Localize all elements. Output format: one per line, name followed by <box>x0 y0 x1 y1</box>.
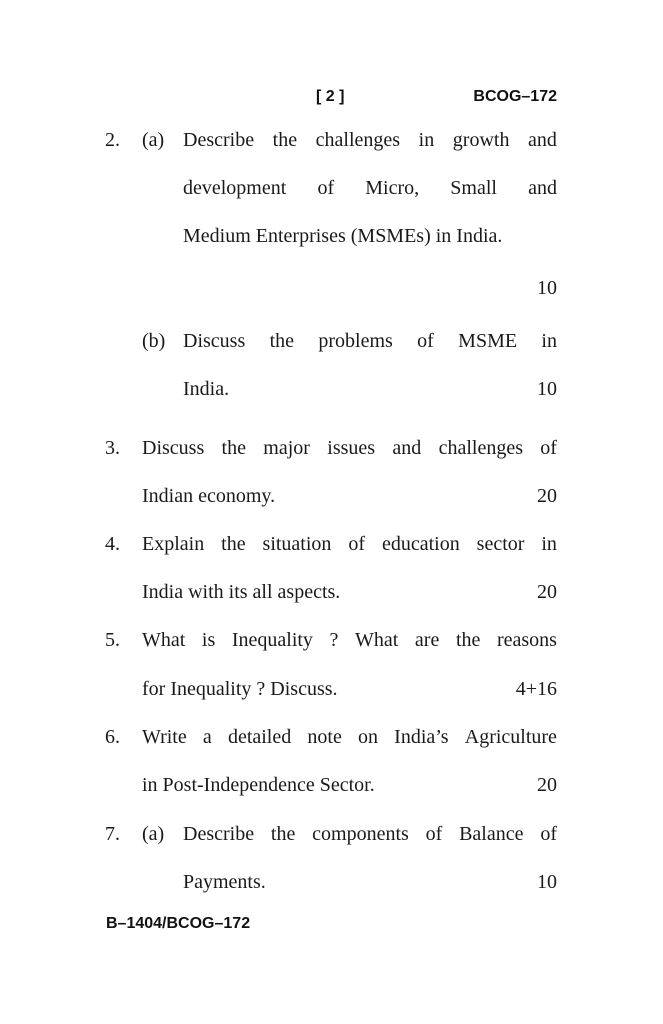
question-line <box>0 128 663 152</box>
question-line <box>0 870 663 894</box>
question-text: Describe the challenges in growth and <box>183 129 557 151</box>
question-number: 2. <box>105 129 120 151</box>
page-number: [ 2 ] <box>316 88 345 105</box>
question-text: in Post-Independence Sector. <box>142 774 375 796</box>
marks: 20 <box>537 485 557 507</box>
question-number: 6. <box>105 726 120 748</box>
question-text: What is Inequality ? What are the reasons <box>142 629 557 651</box>
question-number: 4. <box>105 533 120 555</box>
part-label: (a) <box>142 129 165 151</box>
question-number: 5. <box>105 629 120 651</box>
question-line <box>0 725 663 749</box>
question-text: Discuss the problems of MSME in <box>183 330 557 352</box>
question-line <box>0 580 663 604</box>
footer-code: B–1404/BCOG–172 <box>106 915 251 932</box>
marks: 10 <box>537 277 557 299</box>
marks: 4+16 <box>515 678 557 700</box>
question-text: for Inequality ? Discuss. <box>142 678 338 700</box>
question-text: Indian economy. <box>142 485 276 507</box>
question-text: Explain the situation of education sector in <box>142 533 557 555</box>
part-label: (b) <box>142 330 166 352</box>
marks-line <box>0 276 663 300</box>
question-text: Write a detailed note on India’s Agriculture <box>142 726 557 748</box>
question-line <box>0 822 663 846</box>
question-number: 7. <box>105 823 120 845</box>
marks: 10 <box>537 378 557 400</box>
marks: 20 <box>537 774 557 796</box>
question-text: Payments. <box>183 871 266 893</box>
marks: 10 <box>537 871 557 893</box>
question-text: development of Micro, Small and <box>183 177 557 199</box>
question-line <box>0 532 663 556</box>
question-number: 3. <box>105 437 120 459</box>
question-line <box>0 436 663 460</box>
question-line <box>0 377 663 401</box>
question-line <box>0 677 663 701</box>
question-line <box>0 329 663 353</box>
question-line <box>0 773 663 797</box>
question-line <box>0 628 663 652</box>
marks: 20 <box>537 581 557 603</box>
question-line <box>0 484 663 508</box>
question-text: India with its all aspects. <box>142 581 341 603</box>
question-line <box>0 176 663 200</box>
course-code: BCOG–172 <box>473 88 557 105</box>
question-text: Describe the components of Balance of <box>183 823 557 845</box>
question-text: India. <box>183 378 230 400</box>
part-label: (a) <box>142 823 165 845</box>
question-text: Discuss the major issues and challenges of <box>142 437 557 459</box>
question-line <box>0 224 663 248</box>
question-text: Medium Enterprises (MSMEs) in India. <box>183 225 503 247</box>
